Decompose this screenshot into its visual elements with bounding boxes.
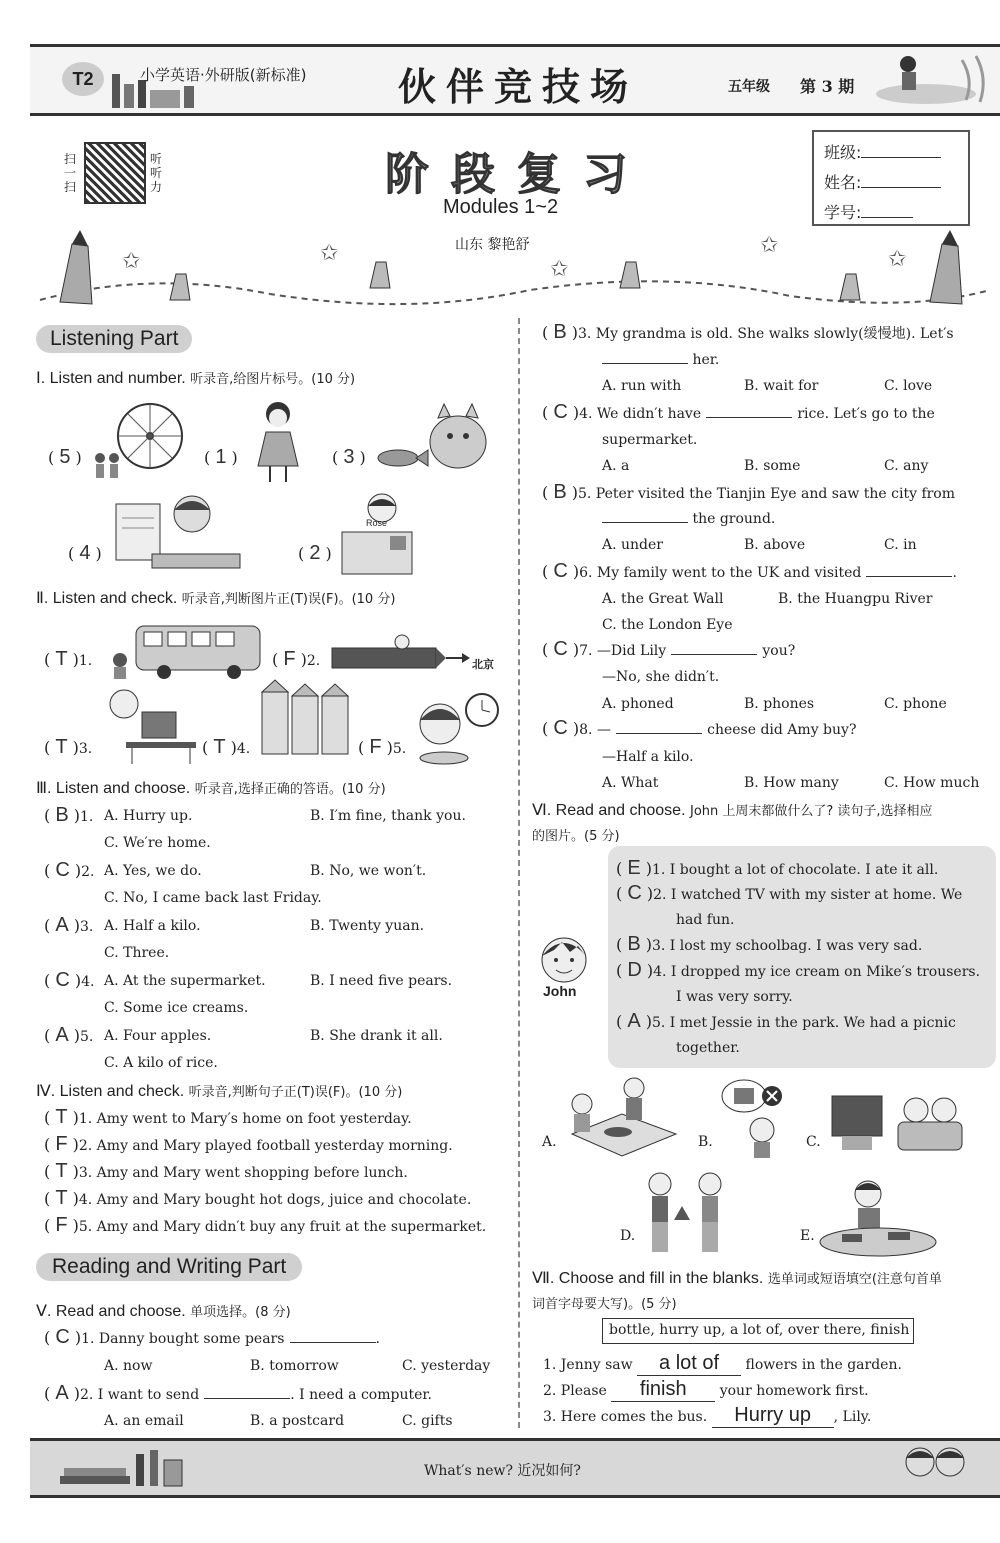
s3-q3-b: B. Twenty yuan. <box>310 918 425 934</box>
s6-q2: ( C )2. I watched TV with my sister at home. We <box>616 882 963 904</box>
class-label: 班级: <box>824 143 862 162</box>
s7-q2: 2. Please finish your homework first. <box>543 1378 869 1400</box>
s6-q3: ( B )3. I lost my schoolbag. I was very sad. <box>616 933 923 955</box>
s5-q2-b: B. a postcard <box>250 1413 345 1429</box>
s3-q3: ( A )3. <box>44 914 94 936</box>
s5-q1-a: A. now <box>104 1358 153 1374</box>
eating-chocolate-picture <box>818 1176 940 1258</box>
s5-q3-a: A. run with <box>602 378 682 394</box>
postcard-picture <box>338 492 414 578</box>
s3-q1: ( B )1. <box>44 804 94 826</box>
s4-q2: ( F )2. Amy and Mary played football yesterday morning. <box>44 1133 453 1155</box>
section-6-title: Ⅵ. Read and choose. John 上周末都做什么了? 读句子,选择相应 <box>532 802 933 819</box>
name-field[interactable] <box>861 174 941 188</box>
s5-q5-a: A. under <box>602 537 663 553</box>
picnic-picture <box>562 1074 680 1158</box>
ferris-wheel-picture <box>88 398 188 482</box>
s3-q5: ( A )5. <box>44 1024 94 1046</box>
pic-e-label: E. <box>800 1228 815 1244</box>
boy-eating-clock-picture <box>414 690 504 766</box>
s2-item-4: ( T )4. <box>202 736 251 758</box>
books-pencils-icon <box>56 1444 196 1494</box>
s3-q4-a: A. At the supermarket. <box>104 973 266 989</box>
s5-q2-a: A. an email <box>104 1413 184 1429</box>
s2-item-5: ( F )5. <box>358 736 407 758</box>
s3-q2-a: A. Yes, we do. <box>104 863 202 879</box>
s7-q1: 1. Jenny saw a lot of flowers in the garden. <box>543 1352 902 1374</box>
s5-q4: ( C )4. We didn′t have rice. Let′s go to the <box>542 401 935 423</box>
s5-q8-c: C. How much <box>884 775 980 791</box>
s5-q8-a: A. What <box>602 775 659 791</box>
word-bank-box: bottle, hurry up, a lot of, over there, finish <box>602 1318 914 1344</box>
svg-text:✩: ✩ <box>888 247 907 272</box>
pic-a-label: A. <box>542 1134 557 1150</box>
s5-q2-c: C. gifts <box>402 1413 453 1429</box>
s6-q4-cont: I was very sorry. <box>676 989 793 1005</box>
s5-q6-a: A. the Great Wall <box>602 591 724 607</box>
id-label: 学号: <box>824 203 862 222</box>
lost-schoolbag-picture <box>718 1074 790 1158</box>
s5-q7-b: B. phones <box>744 696 815 712</box>
s5-q8-cont: —Half a kilo. <box>602 749 694 765</box>
s5-q4-cont: supermarket. <box>602 432 698 448</box>
s3-q1-c: C. We′re home. <box>104 835 211 851</box>
john-face-icon <box>534 930 598 986</box>
s4-q1: ( T )1. Amy went to Mary′s home on foot yesterday. <box>44 1106 412 1128</box>
column-divider <box>518 318 520 1428</box>
id-field[interactable] <box>861 204 913 218</box>
student-info-box <box>812 130 970 226</box>
modules-label: Modules 1~2 <box>443 196 559 218</box>
s5-q6-b: B. the Huangpu River <box>778 591 933 607</box>
s7-q1-blank[interactable]: a lot of <box>637 1352 741 1376</box>
cat-and-fish-picture <box>372 402 492 478</box>
s5-q8: ( C )8. — cheese did Amy buy? <box>542 717 857 739</box>
section-2-title: Ⅱ. Listen and check. 听录音,判断图片正(T)误(F)。(10 分) <box>36 590 396 607</box>
s7-q3-blank[interactable]: Hurry up <box>712 1404 834 1428</box>
s4-q3: ( T )3. Amy and Mary went shopping before lunch. <box>44 1160 408 1182</box>
qr-caption-right: 听听力 <box>150 152 163 194</box>
page-badge: T2 <box>62 62 104 96</box>
s1-answer-2: ( 1 ) <box>204 446 238 468</box>
s4-q4: ( T )4. Amy and Mary bought hot dogs, juice and chocolate. <box>44 1187 472 1209</box>
rose-label: Rose <box>366 518 388 528</box>
watching-tv-picture <box>828 1088 968 1154</box>
pic-b-label: B. <box>698 1134 713 1150</box>
reading-writing-heading: Reading and Writing Part <box>36 1253 302 1281</box>
s5-q4-b: B. some <box>744 458 801 474</box>
s7-q3: 3. Here comes the bus. Hurry up , Lily. <box>543 1404 872 1426</box>
s3-q2-c: C. No, I came back last Friday. <box>104 890 322 906</box>
s3-q1-b: B. I′m fine, thank you. <box>310 808 466 824</box>
train-picture <box>330 634 470 674</box>
newspaper-subtitle: 小学英语·外研版(新标准) <box>140 66 307 84</box>
class-field[interactable] <box>861 144 941 158</box>
svg-text:✩: ✩ <box>760 233 779 258</box>
s5-q3-c: C. love <box>884 378 933 394</box>
s2-item-1: ( T )1. <box>44 648 93 670</box>
boy-writing-picture <box>112 492 242 578</box>
footer-text: What′s new? 近况如何? <box>424 1463 581 1479</box>
s6-q1: ( E )1. I bought a lot of chocolate. I ate it all. <box>616 857 939 879</box>
s5-q3: ( B )3. My grandma is old. She walks slowly(缓慢地). Let′s <box>542 321 954 343</box>
s6-q5-cont: together. <box>676 1040 740 1056</box>
ice-cream-trousers-picture <box>638 1170 734 1256</box>
s3-q3-c: C. Three. <box>104 945 170 961</box>
kids-faces-icon <box>898 1440 978 1480</box>
s4-q5: ( F )5. Amy and Mary didn′t buy any fruit at the supermarket. <box>44 1214 487 1236</box>
s3-q3-a: A. Half a kilo. <box>104 918 201 934</box>
section-5-title: Ⅴ. Read and choose. 单项选择。(8 分) <box>36 1303 291 1320</box>
s3-q1-a: A. Hurry up. <box>104 808 193 824</box>
bus-picture <box>106 620 264 680</box>
qr-code-icon[interactable] <box>84 142 146 204</box>
section-7-title: Ⅶ. Choose and fill in the blanks. 选单词或短语填空(注意句首单 <box>532 1270 942 1287</box>
s5-q6-c: C. the London Eye <box>602 617 733 633</box>
s1-answer-1: ( 5 ) <box>48 446 82 468</box>
s3-q4-c: C. Some ice creams. <box>104 1000 249 1016</box>
s1-answer-3: ( 3 ) <box>332 446 366 468</box>
s5-q8-b: B. How many <box>744 775 839 791</box>
s5-q1-b: B. tomorrow <box>250 1358 339 1374</box>
beijing-label: 北京 <box>472 658 494 671</box>
newspaper-title: 伙伴竞技场 <box>398 64 639 109</box>
s5-q5-cont: the ground. <box>602 511 775 527</box>
s6-q5: ( A )5. I met Jessie in the park. We had a picnic <box>616 1010 956 1032</box>
s5-q3-cont: her. <box>602 352 719 368</box>
s5-q4-a: A. a <box>602 458 630 474</box>
svg-text:✩: ✩ <box>122 249 141 274</box>
section-4-title: Ⅳ. Listen and check. 听录音,判断句子正(T)误(F)。(10 分) <box>36 1083 403 1100</box>
review-title: 阶段复习 <box>385 149 649 200</box>
s6-q2-cont: had fun. <box>676 912 735 928</box>
s3-q5-c: C. A kilo of rice. <box>104 1055 218 1071</box>
section-7-title-cont: 词首字母要大写)。(5 分) <box>532 1297 677 1312</box>
s3-q2: ( C )2. <box>44 859 95 881</box>
s3-q5-b: B. She drank it all. <box>310 1028 443 1044</box>
s5-q7-c: C. phone <box>884 696 947 712</box>
s5-q5: ( B )5. Peter visited the Tianjin Eye and saw the city from <box>542 481 956 503</box>
s3-q2-b: B. No, we won′t. <box>310 863 427 879</box>
svg-text:✩: ✩ <box>550 257 569 282</box>
s5-q7-cont: —No, she didn′t. <box>602 669 720 685</box>
s1-answer-5: ( 2 ) <box>298 542 332 564</box>
s5-q4-c: C. any <box>884 458 929 474</box>
s5-q5-c: C. in <box>884 537 917 553</box>
s5-q5-b: B. above <box>744 537 806 553</box>
s2-item-2: ( F )2. <box>272 648 321 670</box>
pic-c-label: C. <box>806 1134 821 1150</box>
s5-q7-a: A. phoned <box>602 696 674 712</box>
pic-d-label: D. <box>620 1228 636 1244</box>
s3-q4-b: B. I need five pears. <box>310 973 453 989</box>
listening-part-heading: Listening Part <box>36 325 192 353</box>
girl-picture <box>244 396 314 486</box>
s1-answer-4: ( 4 ) <box>68 542 102 564</box>
name-label: 姓名: <box>824 173 862 192</box>
girl-on-book-icon <box>866 50 996 110</box>
s5-q7: ( C )7. —Did Lily you? <box>542 638 796 660</box>
qr-caption-left: 扫一扫 <box>64 152 77 194</box>
author: 山东 黎艳舒 <box>455 237 530 253</box>
computer-desk-picture <box>102 688 198 764</box>
s5-q2: ( A )2. I want to send . I need a computer. <box>44 1382 432 1404</box>
s5-q6: ( C )6. My family went to the UK and visited . <box>542 560 957 582</box>
section-3-title: Ⅲ. Listen and choose. 听录音,选择正确的答语。(10 分) <box>36 780 386 797</box>
pencil-star-decoration <box>30 230 1000 310</box>
grade-label: 五年级 <box>728 79 770 95</box>
s2-item-3: ( T )3. <box>44 736 93 758</box>
section-1-title: Ⅰ. Listen and number. 听录音,给图片标号。(10 分) <box>36 370 356 387</box>
milk-boxes-picture <box>258 676 354 760</box>
s6-q4: ( D )4. I dropped my ice cream on Mike′s trousers. <box>616 959 981 981</box>
s3-q4: ( C )4. <box>44 969 95 991</box>
issue-label: 第 3 期 <box>800 77 855 96</box>
section-6-title-cont: 的图片。(5 分) <box>532 829 620 844</box>
s5-q1-c: C. yesterday <box>402 1358 491 1374</box>
s5-q3-b: B. wait for <box>744 378 819 394</box>
s3-q5-a: A. Four apples. <box>104 1028 212 1044</box>
john-label: John <box>543 983 577 999</box>
s5-q1: ( C )1. Danny bought some pears . <box>44 1326 380 1348</box>
s7-q2-blank[interactable]: finish <box>611 1378 715 1402</box>
svg-text:✩: ✩ <box>320 241 339 266</box>
